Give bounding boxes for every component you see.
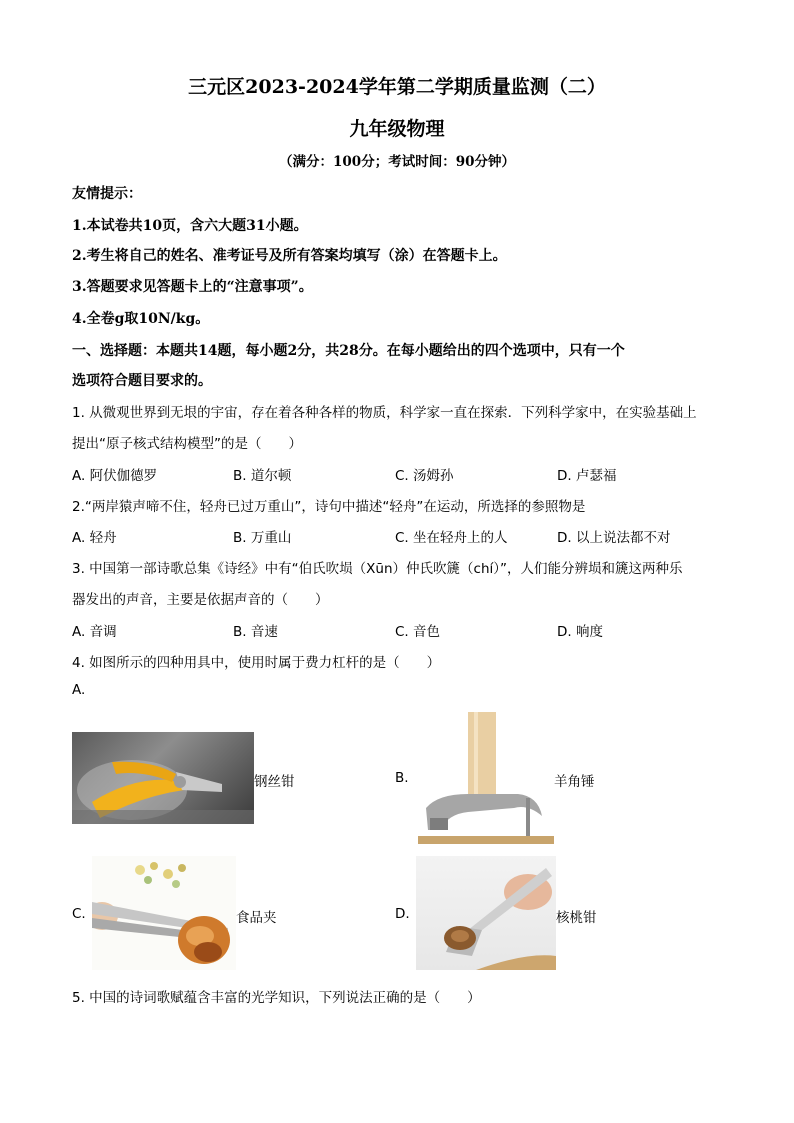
q4-option-b[interactable]: B. bbox=[395, 770, 409, 786]
pliers-photo bbox=[72, 732, 254, 824]
q4-option-c[interactable]: C. bbox=[72, 906, 86, 922]
q3-option-c[interactable]: C. 音色 bbox=[395, 624, 441, 640]
exam-subject: 九年级物理 bbox=[349, 118, 445, 140]
tool-label-d: 核桃钳 bbox=[556, 910, 597, 926]
tool-label-c: 食品夹 bbox=[236, 910, 277, 926]
question-3-text: 3. 中国第一部诗歌总集《诗经》中有“伯氏吹埙（Xūn）仲氏吹篪（chí）”，人们能分辨埙和篪这两种乐 bbox=[72, 561, 683, 577]
question-2-text: 2.“两岸猿声啼不住，轻舟已过万重山”，诗句中描述“轻舟”在运动，所选择的参照物是 bbox=[72, 499, 586, 515]
question-3-text-cont: 器发出的声音，主要是依据声音的（ ） bbox=[72, 592, 329, 608]
q4-option-a[interactable]: A. bbox=[72, 682, 86, 698]
q2-option-a[interactable]: A. 轻舟 bbox=[72, 530, 117, 546]
tip-item: 4.全卷g取10N/kg。 bbox=[72, 311, 210, 327]
tips-heading: 友情提示： bbox=[72, 186, 142, 202]
q1-option-b[interactable]: B. 道尔顿 bbox=[233, 468, 292, 484]
hammer-photo bbox=[418, 712, 554, 844]
q1-option-c[interactable]: C. 汤姆孙 bbox=[395, 468, 454, 484]
question-1-text-cont: 提出“原子核式结构模型”的是（ ） bbox=[72, 436, 302, 452]
q3-option-d[interactable]: D. 响度 bbox=[557, 624, 603, 640]
q3-option-b[interactable]: B. 音速 bbox=[233, 624, 278, 640]
question-4-text: 4. 如图所示的四种用具中，使用时属于费力杠杆的是（ ） bbox=[72, 655, 441, 671]
tool-label-b: 羊角锤 bbox=[554, 774, 595, 790]
q2-option-b[interactable]: B. 万重山 bbox=[233, 530, 292, 546]
tip-item: 2.考生将自己的姓名、准考证号及所有答案均填写（涂）在答题卡上。 bbox=[72, 248, 507, 264]
q3-option-a[interactable]: A. 音调 bbox=[72, 624, 117, 640]
tip-item: 1.本试卷共10页，含六大题31小题。 bbox=[72, 218, 308, 234]
q2-option-c[interactable]: C. 坐在轻舟上的人 bbox=[395, 530, 508, 546]
exam-title: 三元区2023-2024学年第二学期质量监测（二） bbox=[188, 76, 606, 98]
section-heading: 一、选择题：本题共14题，每小题2分，共28分。在每小题给出的四个选项中，只有一个 bbox=[72, 343, 625, 359]
section-heading-cont: 选项符合题目要求的。 bbox=[72, 373, 212, 389]
q2-option-d[interactable]: D. 以上说法都不对 bbox=[557, 530, 671, 546]
tip-item: 3.答题要求见答题卡上的“注意事项”。 bbox=[72, 279, 313, 295]
food-tongs-photo bbox=[92, 856, 236, 970]
q1-option-d[interactable]: D. 卢瑟福 bbox=[557, 468, 617, 484]
question-1-text: 1. 从微观世界到无垠的宇宙，存在着各种各样的物质，科学家一直在探索．下列科学家中，在实验基础上 bbox=[72, 405, 697, 421]
q1-option-a[interactable]: A. 阿伏伽德罗 bbox=[72, 468, 158, 484]
q4-option-d[interactable]: D. bbox=[395, 906, 410, 922]
exam-meta: （满分：100分；考试时间：90分钟） bbox=[279, 154, 515, 170]
tool-label-a: 钢丝钳 bbox=[254, 774, 295, 790]
question-5-text: 5. 中国的诗词歌赋蕴含丰富的光学知识，下列说法正确的是（ ） bbox=[72, 990, 481, 1006]
nutcracker-photo bbox=[416, 856, 556, 970]
